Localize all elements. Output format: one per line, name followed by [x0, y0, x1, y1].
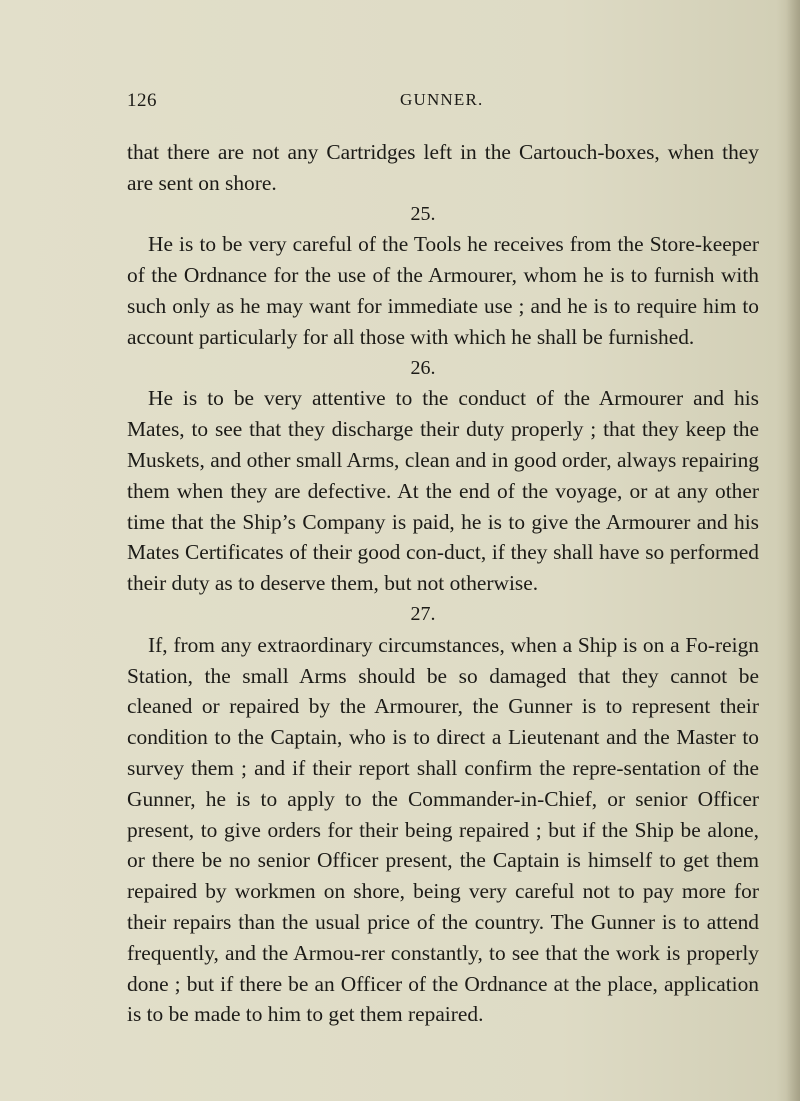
page-number: 126	[127, 90, 157, 111]
running-head: GUNNER.	[400, 90, 484, 109]
page-edge-shadow	[786, 0, 800, 1101]
article-26-paragraph: He is to be very attentive to the conduct of the Armourer and his Mates, to see that they discharge their duty properly ; that they keep the Muskets, and other small Arms, clean and in good order, always repairing them when they are defective. At the end of the voyage, or at any other time that the Ship’s Company is paid, he is to give the Armourer and his Mates Certificates of their good con-duct, if they shall have so performed their duty as to deserve them, but not otherwise.	[127, 386, 759, 596]
paragraph-continued: that there are not any Cartridges left in the Cartouch-boxes, when they are sent on shore.	[127, 140, 759, 195]
article-27-paragraph: If, from any extraordinary circumstances, when a Ship is on a Fo-reign Station, the small Arms should be so damaged that they cannot be cleaned or repaired by the Armourer, the Gunner is to represent their condition to the Captain, who is to direct a Lieutenant and the Master to survey them ; and if their report shall confirm the repre-sentation of the Gunner, he is to apply to the Commander-in-Chief, or senior Officer present, to give orders for their being repaired ; but if the Ship be alone, or there be no senior Officer present, the Captain is himself to get them repaired by workmen on shore, being very careful not to pay more for their repairs than the usual price of the country. The Gunner is to attend frequently, and the Armou-rer constantly, to see that the work is properly done ; but if there be an Officer of the Ordnance at the place, application is to be made to him to get them repaired.	[127, 632, 759, 1027]
page-header	[0, 90, 800, 120]
article-number-25: 25.	[410, 202, 436, 225]
article-number-27: 27.	[410, 602, 436, 625]
body-text	[127, 137, 759, 1030]
article-25-paragraph: He is to be very careful of the Tools he receives from the Store-keeper of the Ordnance for the use of the Armourer, whom he is to furnish with such only as he may want for immediate use ; and he is to require him to account particularly for all those with which he shall be furnished.	[127, 232, 759, 349]
article-number-26: 26.	[410, 356, 436, 379]
